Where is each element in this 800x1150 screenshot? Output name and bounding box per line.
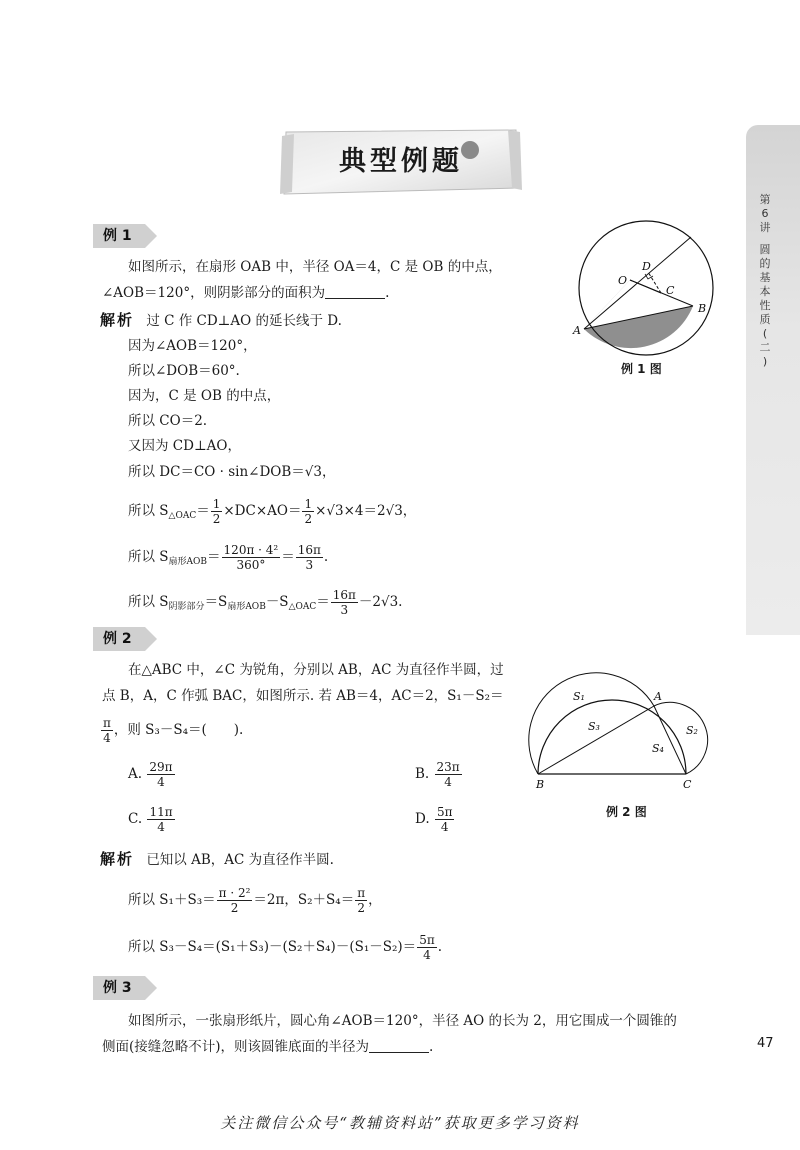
ex1-step-4: 所以 CO＝2. xyxy=(128,413,208,429)
fraction: $\frac{\text{π · 2²}}{2}$ xyxy=(218,886,251,915)
segment-ac xyxy=(654,706,686,774)
jiexi-label: 解析 xyxy=(100,311,135,329)
label-c: C xyxy=(666,284,675,297)
ex1-step-9: 所以 $S_{阴影部分}=S_{扇形AOB}-S_{\triangle OAC}=$ $\frac{16\pi}{3}$ －2√3. xyxy=(128,588,403,617)
option-d: D. $\frac{5\pi}{4}$ xyxy=(415,805,453,834)
ex1-figure-caption: 例 1 图 xyxy=(621,362,662,376)
footer-note: 关注微信公众号“教辅资料站”获取更多学习资料 xyxy=(220,1114,580,1132)
ex1-step-6: 所以 DC＝CO · sin∠DOB＝√3， xyxy=(128,464,336,480)
ex1-step-7: 所以 $S_{\triangle OAC}=$ $\frac{1}{2}$ ×DC×AO＝ $\frac{1}{2}$ ×√3×4＝2√3， xyxy=(128,497,417,526)
fraction: $\frac{16\pi}{3}$ xyxy=(332,588,356,617)
label-s2: S₂ xyxy=(686,724,698,737)
ex2-solution-header: 解析 已知以 AB，AC 为直径作半圆. xyxy=(100,850,334,868)
label-a: A xyxy=(654,690,662,703)
chapter-side-label: 第 6 讲 圆 的 基 本 性 质 ( 二 ) xyxy=(759,193,771,368)
ex1-solution-header: 解析 过 C 作 CD⊥AO 的延长线于 D. xyxy=(100,311,342,329)
option-a: A. $\frac{29\pi}{4}$ xyxy=(128,760,173,789)
section-banner xyxy=(280,128,522,196)
fraction: $\frac{1}{2}$ xyxy=(212,497,221,526)
fraction: $\frac{5\pi}{4}$ xyxy=(436,805,453,834)
label-s4: S₄ xyxy=(652,742,664,755)
fraction: $\frac{1}{2}$ xyxy=(304,497,313,526)
ex2-question-line-3: $\frac{\pi}{4}$ ，则 S₃－S₄＝( ). xyxy=(103,716,244,745)
label-d: D xyxy=(642,260,651,273)
fraction: $\frac{23\pi}{4}$ xyxy=(436,760,460,789)
example-2-tag: 例 2 xyxy=(93,627,163,651)
fraction: $\frac{\pi}{4}$ xyxy=(103,716,111,745)
answer-blank xyxy=(325,284,385,299)
ex2-question-line-1: 在△ABC 中，∠C 为锐角，分别以 AB，AC 为直径作半圆，过 xyxy=(128,662,504,678)
arc-bac xyxy=(538,700,686,774)
ex1-question-line-1: 如图所示，在扇形 OAB 中，半径 OA＝4，C 是 OB 的中点， xyxy=(128,259,502,275)
option-b: B. $\frac{23\pi}{4}$ xyxy=(415,760,460,789)
ex3-question-line-1: 如图所示，一张扇形纸片，圆心角∠AOB＝120°，半径 AO 的长为 2，用它围成一个圆锥的 xyxy=(128,1013,677,1029)
ex1-step-8: 所以 $S_{扇形AOB}=$ $\frac{\text{120π · 4²}}{360^\circ}$ ＝ $\frac{16\pi}{3}$ . xyxy=(128,543,329,572)
ex1-step-2: 所以∠DOB＝60°. xyxy=(128,363,240,379)
label-c: C xyxy=(683,778,692,791)
label-s1: S₁ xyxy=(573,690,585,703)
example-2-figure xyxy=(528,662,728,797)
fraction: $\frac{11\pi}{4}$ xyxy=(149,805,173,834)
ex2-step-2: 所以 S₃－S₄＝(S₁＋S₃)－(S₂＋S₄)－(S₁－S₂)＝ $\frac{5\pi}{4}$ . xyxy=(128,933,443,962)
jiexi-label: 解析 xyxy=(100,850,135,868)
ex1-question-line-2: ∠AOB＝120°，则阴影部分的面积为 . xyxy=(102,285,390,301)
segment-ab xyxy=(538,706,654,774)
example-1-figure xyxy=(560,206,730,366)
page-number: 47 xyxy=(757,1036,774,1051)
ex1-step-3: 因为，C 是 OB 的中点， xyxy=(128,388,281,404)
label-s3: S₃ xyxy=(588,720,600,733)
example-3-tag: 例 3 xyxy=(93,976,163,1000)
ex2-question-line-2: 点 B，A，C 作弧 BAC，如图所示. 若 AB＝4，AC＝2，S₁－S₂＝ xyxy=(102,688,504,704)
label-a: A xyxy=(573,324,581,337)
label-b: B xyxy=(536,778,545,791)
fraction: $\frac{29\pi}{4}$ xyxy=(149,760,173,789)
fraction: $\frac{16\pi}{3}$ xyxy=(297,543,321,572)
label-b: B xyxy=(698,302,707,315)
fraction: $\frac{\text{120π · 4²}}{360^\circ}$ xyxy=(223,543,279,572)
ex2-figure-caption: 例 2 图 xyxy=(606,805,647,819)
label-o: O xyxy=(618,274,628,287)
ex1-step-1: 因为∠AOB＝120°， xyxy=(128,338,257,354)
section-title: 典型例题 xyxy=(339,146,463,177)
answer-blank xyxy=(369,1038,429,1053)
example-1-tag: 例 1 xyxy=(93,224,163,248)
chapter-side-tab xyxy=(746,125,800,635)
option-c: C. $\frac{11\pi}{4}$ xyxy=(128,805,173,834)
ex3-question-line-2: 侧面(接缝忽略不计)，则该圆锥底面的半径为 . xyxy=(102,1039,434,1055)
ex2-step-1: 所以 S₁＋S₃＝ $\frac{\text{π · 2²}}{2}$ ＝2π，S₂＋S₄＝ $\frac{\pi}{2}$ ， xyxy=(128,886,382,915)
fraction: $\frac{5\pi}{4}$ xyxy=(419,933,435,962)
fraction: $\frac{\pi}{2}$ xyxy=(357,886,366,915)
ex1-step-5: 又因为 CD⊥AO， xyxy=(128,438,241,454)
